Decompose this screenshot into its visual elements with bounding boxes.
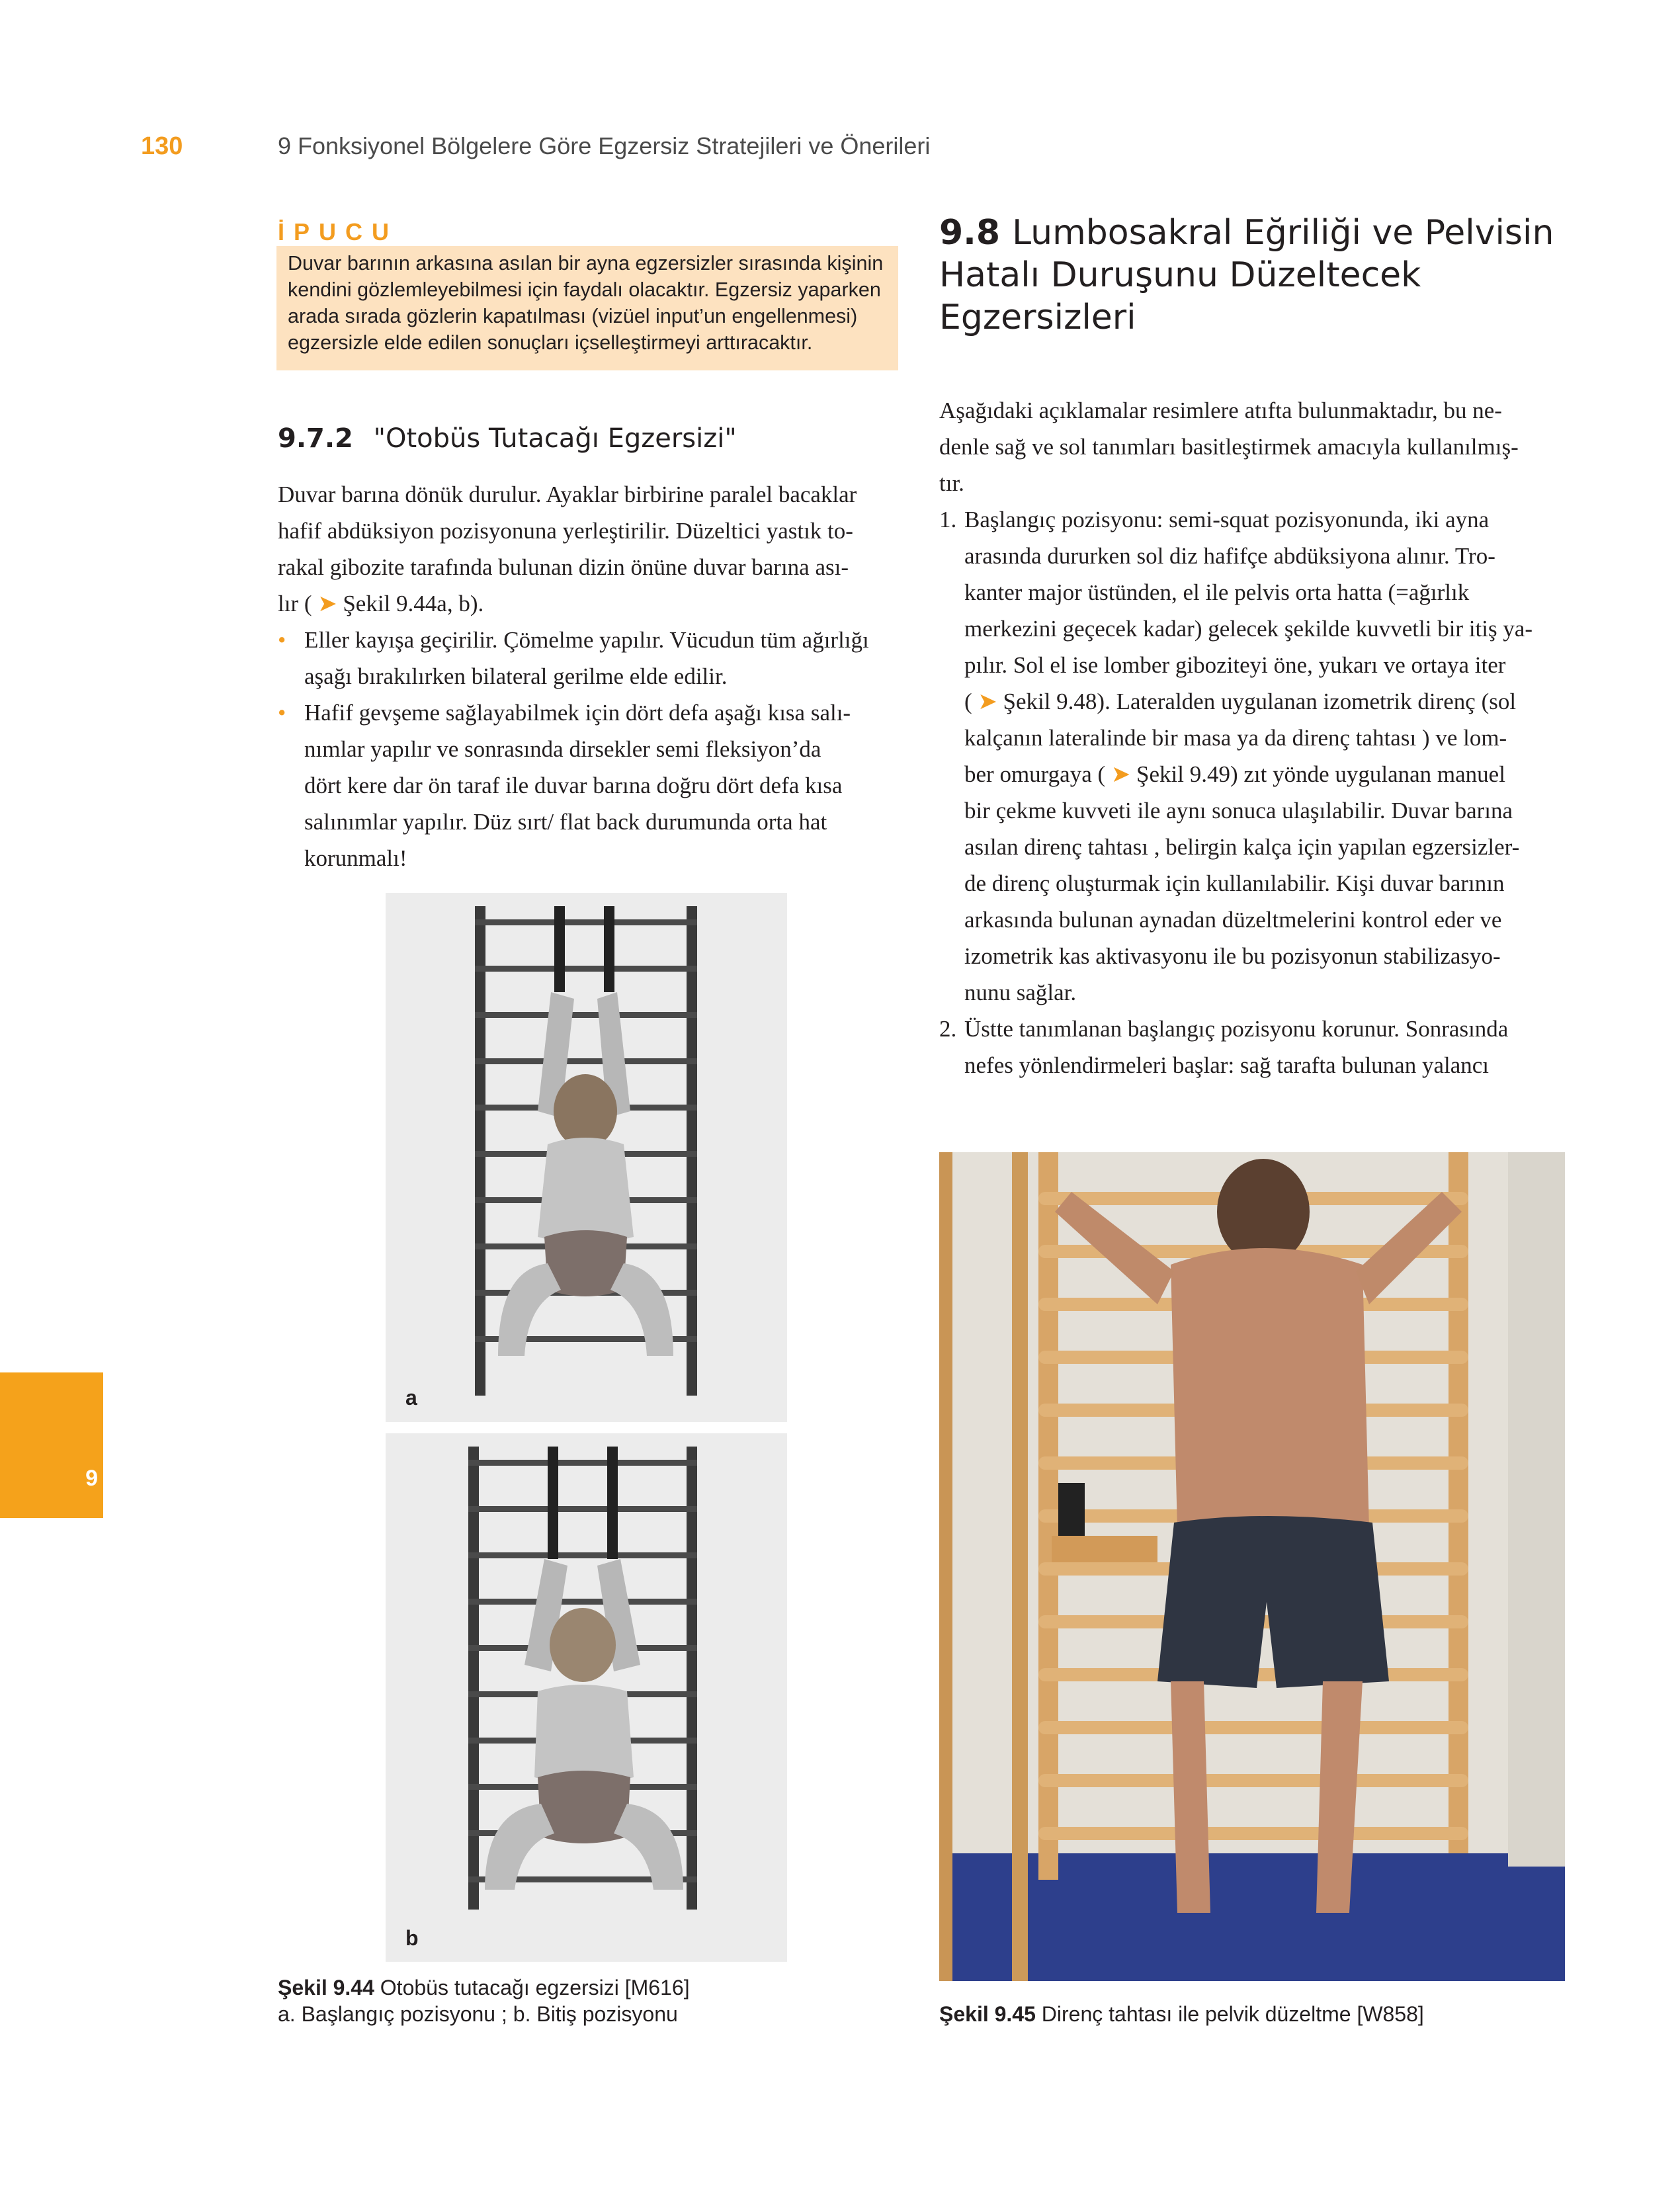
bullet-line: aşağı bırakılırken bilateral gerilme elde edilir. — [304, 663, 728, 689]
item-line: de direnç oluşturmak için kullanılabilir. Kişi duvar barının — [964, 870, 1505, 896]
body-line: Aşağıdaki açıklamalar resimlere atıfta bulunmaktadır, bu ne- — [939, 398, 1502, 423]
section-title: Lumbosakral Eğriliği ve Pelvisin — [1012, 213, 1554, 253]
wall-bars-photo — [939, 1152, 1565, 1981]
item-line: merkezini geçecek kadar) gelecek şekilde kuvvetli bir itiş ya- — [964, 616, 1533, 642]
body-text: ber omurgaya ( — [964, 761, 1106, 787]
bullet-line: salınımlar yapılır. Düz sırt/ flat back durumunda orta hat — [304, 809, 827, 835]
bullet-line: • Eller kayışa geçirilir. Çömelme yapılır. Vücudun tüm ağırlığı — [304, 627, 869, 653]
numbered-item-2 — [939, 1011, 1561, 1083]
bullet-item — [278, 622, 900, 694]
tip-line: Duvar barının arkasına asılan bir ayna egzersizler sırasında kişinin — [288, 252, 884, 274]
figure-9-45-caption — [939, 2001, 1565, 2027]
section-title-line — [939, 212, 1574, 254]
body-line: tır. — [939, 470, 964, 496]
figure-9-45-photo — [939, 1152, 1565, 1981]
item-line: nefes yönlendirmeleri başlar: sağ tarafta bulunan yalancı — [964, 1052, 1490, 1078]
tip-title: İPUCU — [278, 218, 399, 245]
figure-panel-label: b — [405, 1926, 419, 1950]
item-line: bir çekme kuvveti ile aynı sonuca ulaşılabilir. Duvar barına — [964, 798, 1513, 823]
item-line: arasında dururken sol diz hafifçe abdüksiyona alınır. Tro- — [964, 543, 1495, 569]
figure-9-44a-photo — [386, 893, 787, 1422]
body-line: hafif abdüksiyon pozisyonuna yerleştirilir. Düzeltici yastık to- — [278, 518, 853, 544]
item-line: Başlangıç pozisyonu: semi-squat pozisyonunda, iki ayna — [964, 507, 1490, 532]
item-line — [964, 683, 1561, 720]
section-number: 9.7.2 — [278, 423, 353, 454]
item-line: arkasında bulunan aynadan düzeltmelerini kontrol eder ve — [964, 907, 1502, 933]
tip-line: kendini gözlemleyebilmesi için faydalı olacaktır. Egzersiz yaparken — [288, 278, 881, 301]
tip-line: arada sırada gözlerin kapatılması (vizüel input’un engellenmesi) — [288, 305, 858, 327]
item-line: pılır. Sol el ise lomber giboziteyi öne, yukarı ve ortaya iter — [964, 652, 1506, 678]
figure-reference[interactable]: Şekil 9.48). Lateralden uygulanan izometrik direnç (sol — [997, 689, 1517, 714]
caption-label: Şekil 9.44 — [278, 1976, 374, 1999]
item-line: kalçanın lateralinde bir masa ya da direnç tahtası ) ve lom- — [964, 725, 1507, 751]
figure-panel-label: a — [405, 1386, 417, 1410]
wall-bars-illustration — [386, 893, 787, 1422]
wall-bars-illustration — [386, 1433, 787, 1962]
running-header: 9 Fonksiyonel Bölgelere Göre Egzersiz Stratejileri ve Önerileri — [278, 132, 931, 159]
section-title-line: Hatalı Duruşunu Düzeltecek — [939, 255, 1421, 295]
chapter-tab-label: 9 — [85, 1466, 98, 1491]
bullet-line: korunmalı! — [304, 845, 407, 871]
section-title: "Otobüs Tutacağı Egzersizi" — [373, 423, 737, 454]
item-number: 1. — [939, 507, 957, 532]
section-body-left — [278, 476, 900, 876]
bullet-item — [278, 694, 900, 876]
caption-text: Otobüs tutacağı egzersizi [M616] — [374, 1976, 690, 1999]
bullet-line: dört kere dar ön taraf ile duvar barına doğru dört defa kısa — [304, 773, 843, 798]
reference-arrow-icon[interactable]: ➤ — [1105, 761, 1131, 787]
figure-reference[interactable]: Şekil 9.49) zıt yönde uygulanan manuel — [1130, 761, 1505, 787]
item-line: asılan direnç tahtası , belirgin kalça için yapılan egzersizler- — [964, 834, 1520, 860]
section-body-right — [939, 392, 1561, 1083]
item-line: izometrik kas aktivasyonu ile bu pozisyonun stabilizasyo- — [964, 943, 1501, 969]
figure-9-44b-photo — [386, 1433, 787, 1962]
tip-line: egzersizle elde edilen sonuçları içselleştirmeyi arttıracaktır. — [288, 331, 813, 354]
body-line — [278, 585, 900, 622]
item-line — [964, 756, 1561, 792]
body-line: rakal gibozite tarafında bulunan dizin önüne duvar barına ası- — [278, 554, 849, 580]
figure-9-44-caption — [278, 1974, 873, 2027]
numbered-item-1 — [939, 501, 1561, 1011]
section-heading-9-8 — [939, 212, 1574, 339]
body-line: denle sağ ve sol tanımları basitleştirmek amacıyla kullanılmış- — [939, 434, 1519, 460]
caption-label: Şekil 9.45 — [939, 2002, 1036, 2026]
caption-line — [278, 1974, 873, 2001]
item-line: kanter major üstünden, el ile pelvis orta hatta (=ağırlık — [964, 579, 1470, 605]
body-line: Duvar barına dönük durulur. Ayaklar birbirine paralel bacaklar — [278, 482, 857, 507]
caption-subline: a. Başlangıç pozisyonu ; b. Bitiş pozisyonu — [278, 2002, 678, 2026]
figure-reference[interactable]: Şekil 9.44a, b). — [337, 591, 484, 616]
reference-arrow-icon[interactable]: ➤ — [312, 591, 337, 616]
caption-text: Direnç tahtası ile pelvik düzeltme [W858] — [1035, 2002, 1424, 2026]
section-heading-9-7-2 — [278, 423, 737, 454]
page-number: 130 — [141, 132, 183, 160]
bullet-line: nımlar yapılır ve sonrasında dirsekler semi fleksiyon’da — [304, 736, 821, 762]
item-line: nunu sağlar. — [964, 980, 1077, 1005]
body-text: ( — [964, 689, 972, 714]
bullet-line: • Hafif gevşeme sağlayabilmek için dört defa aşağı kısa salı- — [304, 700, 851, 726]
section-number: 9.8 — [939, 213, 1001, 253]
chapter-tab — [0, 1372, 103, 1518]
tip-text — [288, 250, 891, 356]
item-line: Üstte tanımlanan başlangıç pozisyonu korunur. Sonrasında — [964, 1016, 1509, 1042]
reference-arrow-icon[interactable]: ➤ — [972, 689, 997, 714]
item-number: 2. — [939, 1016, 957, 1042]
body-text: lır ( — [278, 591, 312, 616]
section-title-line: Egzersizleri — [939, 298, 1136, 337]
